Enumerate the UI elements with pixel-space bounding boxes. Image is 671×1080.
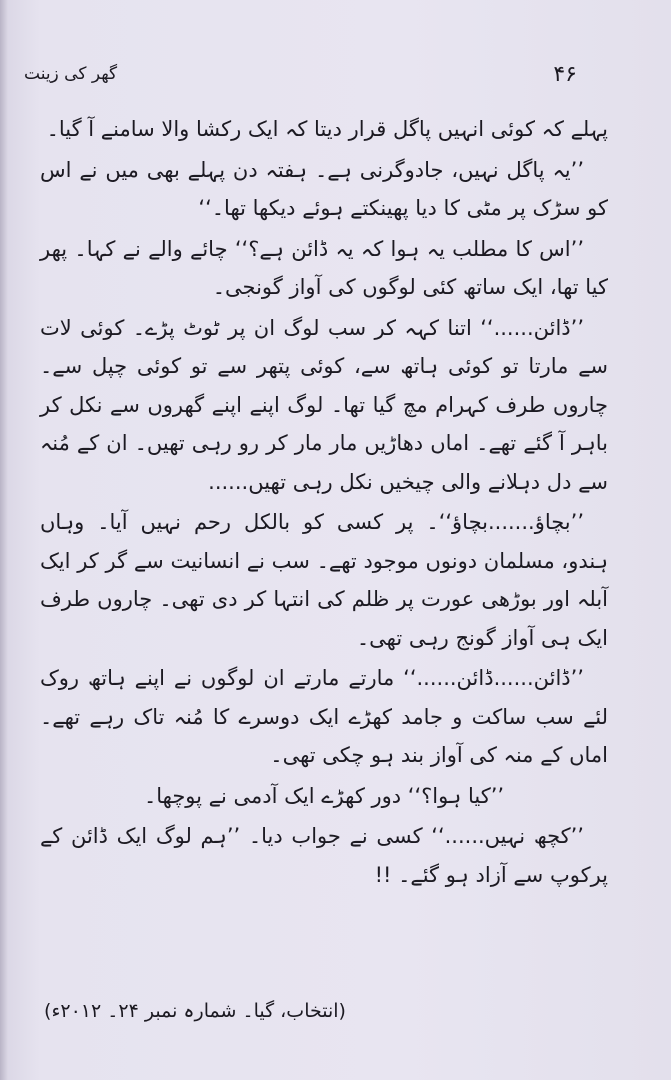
paragraph: ’’کچھ نہیں......‘‘ کسی نے جواب دیا۔ ’’ہم لوگ ایک ڈائن کے پرکوپ سے آزاد ہو گئے۔ !! bbox=[40, 824, 608, 887]
paragraph: ’’یہ پاگل نہیں، جادوگرنی ہے۔ ہفتہ دن پہلے بھی میں نے اس کو سڑک پر مٹی کا دیا پھینکتے ہوئے دیکھا تھا۔‘‘ bbox=[40, 157, 608, 220]
paragraph: ’’کیا ہوا؟‘‘ دور کھڑے ایک آدمی نے پوچھا۔ bbox=[143, 783, 505, 808]
running-title: گھر کی زینت bbox=[24, 64, 118, 84]
paragraph: پہلے کہ کوئی انہیں پاگل قرار دیتا کہ ایک رکشا والا سامنے آ گیا۔ bbox=[46, 117, 608, 141]
paragraph: ’’بچاؤ.......بچاؤ‘‘۔ پر کسی کو بالکل رحم نہیں آیا۔ وہاں ہندو، مسلمان دونوں موجود تھے۔ سب نے انسانیت سے گر کر ایک آبلہ اور بوڑھی عورت پر ظلم کی انتہا کر دی تھی۔ چاروں طرف ایک ہی آواز گونج رہی تھی۔ bbox=[40, 510, 608, 650]
source-note: (انتخاب، گیا۔ شمارہ نمبر ۲۴۔ ۲۰۱۲ء) bbox=[44, 1000, 346, 1022]
page-number: ۴۶ bbox=[553, 62, 577, 87]
story-body bbox=[40, 110, 608, 896]
paragraph: ’’ڈائن......ڈائن......‘‘ مارتے مارتے ان لوگوں نے اپنے ہاتھ روک لئے سب ساکت و جامد کھڑے ایک دوسرے کا مُنہ تاک رہے تھے۔ اماں کے منہ کی آواز بند ہو چکی تھی۔ bbox=[40, 666, 608, 767]
page-spine-shadow bbox=[0, 0, 8, 1080]
paragraph: ’’اس کا مطلب یہ ہوا کہ یہ ڈائن ہے؟‘‘ چائے والے نے کہا۔ پھر کیا تھا، ایک ساتھ کئی لوگوں کی آواز گونجی۔ bbox=[40, 236, 608, 299]
paragraph: ’’ڈائن......‘‘ اتنا کہہ کر سب لوگ ان پر ٹوٹ پڑے۔ کوئی لات سے مارتا تو کوئی ہاتھ سے، کوئی پتھر سے تو کوئی چپل سے۔ چاروں طرف کہرام مچ گیا تھا۔ لوگ اپنے اپنے گھروں سے نکل کر باہر آ گئے تھے۔ اماں دھاڑیں مار مار کر رو رہی تھیں۔ ان کے مُنہ سے دل دہلانے والی چیخیں نکل رہی تھیں...... bbox=[40, 315, 608, 494]
